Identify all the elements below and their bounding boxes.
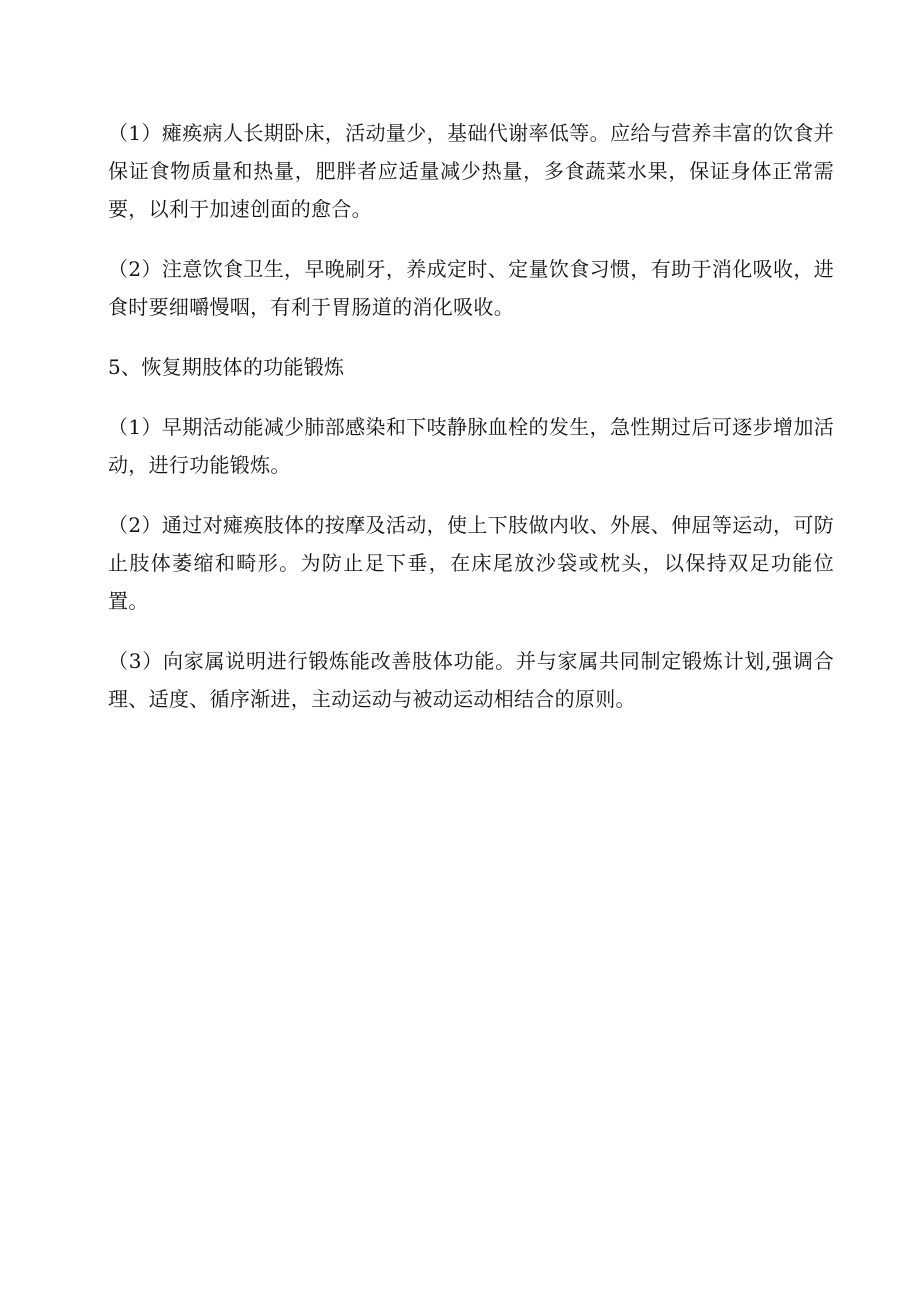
paragraph-massage-activity: （2）通过对瘫痪肢体的按摩及活动，使上下肢做内收、外展、伸屈等运动，可防止肢体萎缩和畸形。为防止足下垂，在床尾放沙袋或枕头，以保持双足功能位置。	[108, 513, 834, 613]
paragraph-diet-nutrition: （1）瘫痪病人长期卧床，活动量少，基础代谢率低等。应给与营养丰富的饮食并保证食物质量和热量，肥胖者应适量减少热量，多食蔬菜水果，保证身体正常需要，以利于加速创面的愈合。	[108, 121, 834, 221]
paragraph-early-activity: （1）早期活动能减少肺部感染和下吱静脉血栓的发生，急性期过后可逐步增加活动，进行功能锻炼。	[108, 415, 834, 477]
paragraph-diet-hygiene: （2）注意饮食卫生，早晚刷牙，养成定时、定量饮食习惯，有助于消化吸收，进食时要细嚼慢咽，有利于胃肠道的消化吸收。	[108, 257, 834, 319]
paragraph-family-plan: （3）向家属说明进行锻炼能改善肢体功能。并与家属共同制定锻炼计划,强调合理、适度、循序渐进，主动运动与被动运动相结合的原则。	[108, 649, 834, 711]
document-body	[108, 114, 834, 740]
section-heading-rehab-exercise: 5、恢复期肢体的功能锻炼	[108, 355, 345, 379]
